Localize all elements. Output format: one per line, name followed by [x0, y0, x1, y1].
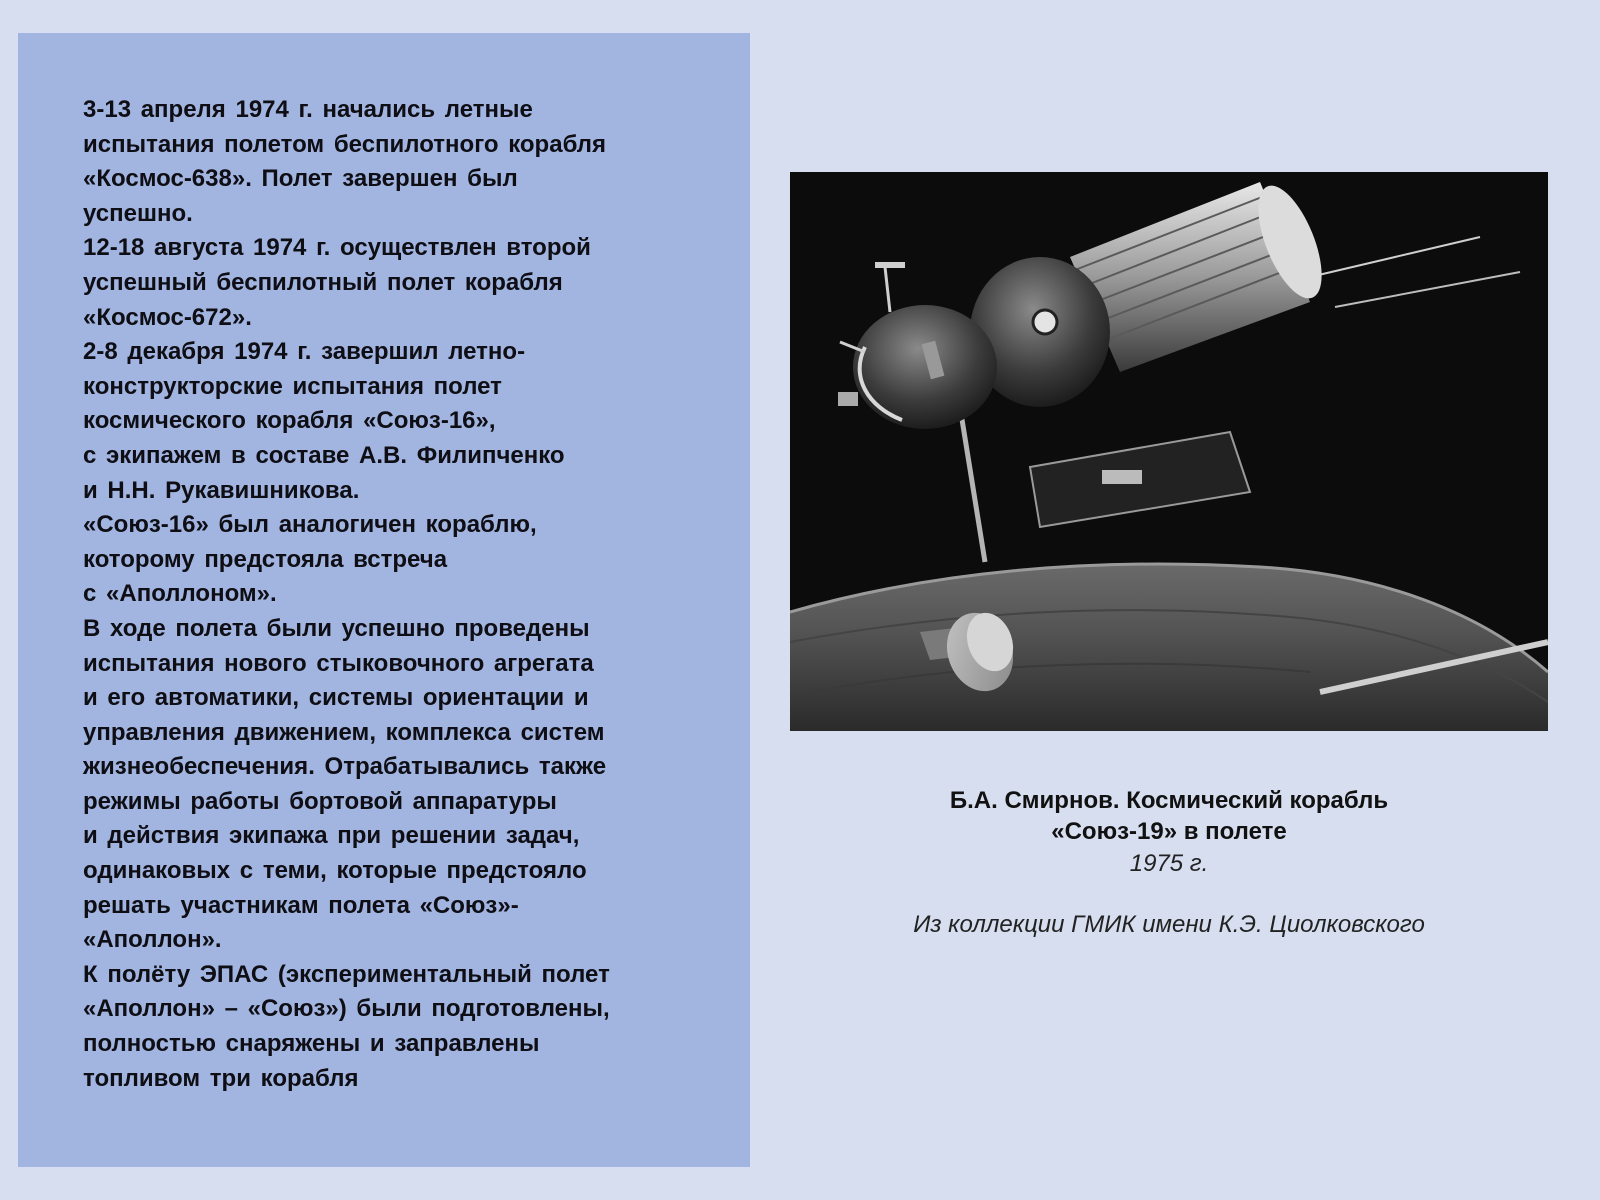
body-line: конструкторские испытания полет — [83, 372, 502, 400]
caption-subtitle: «Союз-19» в полете — [1051, 818, 1287, 845]
body-line: К полёту ЭПАС (экспериментальный полет — [83, 960, 610, 988]
caption-title: Б.А. Смирнов. Космический корабль — [949, 787, 1389, 814]
body-line: с экипажем в составе А.В. Филипченко — [83, 441, 565, 469]
body-line: режимы работы бортовой аппаратуры — [83, 787, 557, 815]
body-line: и его автоматики, системы ориентации и — [83, 684, 589, 712]
text-panel — [18, 33, 750, 1167]
body-line: с «Аполлоном». — [83, 580, 277, 608]
body-line: полностью снаряжены и заправлены — [83, 1030, 540, 1058]
body-line: «Союз-16» был аналогичен кораблю, — [83, 511, 537, 539]
photo-caption — [790, 785, 1548, 940]
spacecraft-illustration — [790, 172, 1548, 731]
body-line: топливом три корабля — [83, 1064, 359, 1092]
body-line: управления движением, комплекса систем — [83, 718, 605, 746]
body-line: решать участникам полета «Союз»- — [83, 891, 519, 919]
body-line: «Аполлон» – «Союз») были подготовлены, — [83, 995, 610, 1023]
body-line: и действия экипажа при решении задач, — [83, 822, 580, 850]
body-line: успешный беспилотный полет корабля — [83, 268, 563, 296]
body-line: жизнеобеспечения. Отрабатывались также — [83, 753, 607, 781]
caption-year: 1975 г. — [1129, 850, 1209, 877]
spacecraft-photo — [790, 172, 1548, 731]
body-line: испытания нового стыковочного агрегата — [83, 649, 594, 677]
body-line: 3-13 апреля 1974 г. начались летные — [83, 96, 533, 123]
body-line: 2-8 декабря 1974 г. завершил летно- — [83, 338, 526, 366]
body-line: одинаковых с теми, которые предстояло — [83, 857, 587, 885]
body-line: космического корабля «Союз-16», — [83, 407, 496, 435]
body-line: успешно. — [83, 199, 193, 227]
body-line: которому предстояла встреча — [83, 545, 448, 573]
body-line: и Н.Н. Рукавишникова. — [83, 476, 360, 504]
body-line: В ходе полета были успешно проведены — [83, 614, 590, 642]
body-line: 12-18 августа 1974 г. осуществлен второй — [83, 234, 591, 262]
body-line: «Космос-672». — [83, 303, 252, 331]
body-text — [83, 93, 743, 1096]
body-line: «Аполлон». — [83, 926, 222, 954]
body-line: «Космос-638». Полет завершен был — [83, 165, 518, 193]
caption-source: Из коллекции ГМИК имени К.Э. Циолковского — [913, 911, 1425, 938]
body-line: испытания полетом беспилотного корабля — [83, 130, 607, 158]
